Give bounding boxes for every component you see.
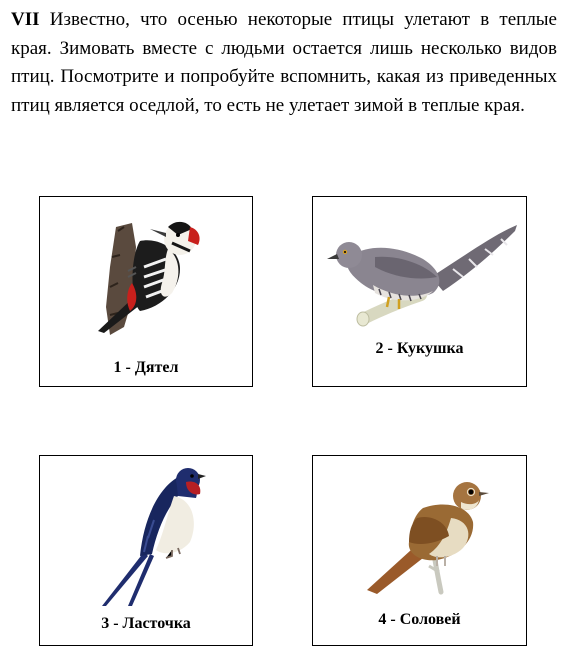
cuckoo-illustration: [313, 197, 526, 337]
woodpecker-illustration: [40, 197, 252, 357]
question-body: Известно, что осенью некоторые птицы улетают в теплые края. Зимовать вместе с людьми остается лишь несколько видов птиц. Посмотрите и попробуйте вспомнить, какая из приведенных птиц является оседлой, то есть не улетает зимой в теплые края.: [11, 9, 557, 116]
nightingale-illustration: [313, 456, 526, 606]
option-card-nightingale[interactable]: [312, 455, 527, 646]
option-label-3: 3 - Ласточка: [101, 615, 191, 632]
option-label-2: 2 - Кукушка: [375, 340, 464, 357]
swallow-illustration: [40, 456, 252, 612]
option-card-woodpecker[interactable]: [39, 196, 253, 387]
question-text: [11, 6, 557, 120]
option-label-1: 1 - Дятел: [113, 359, 179, 376]
option-card-cuckoo[interactable]: [312, 196, 527, 387]
option-label-4: 4 - Соловей: [378, 611, 461, 628]
question-number: VII: [11, 9, 40, 30]
option-card-swallow[interactable]: [39, 455, 253, 646]
